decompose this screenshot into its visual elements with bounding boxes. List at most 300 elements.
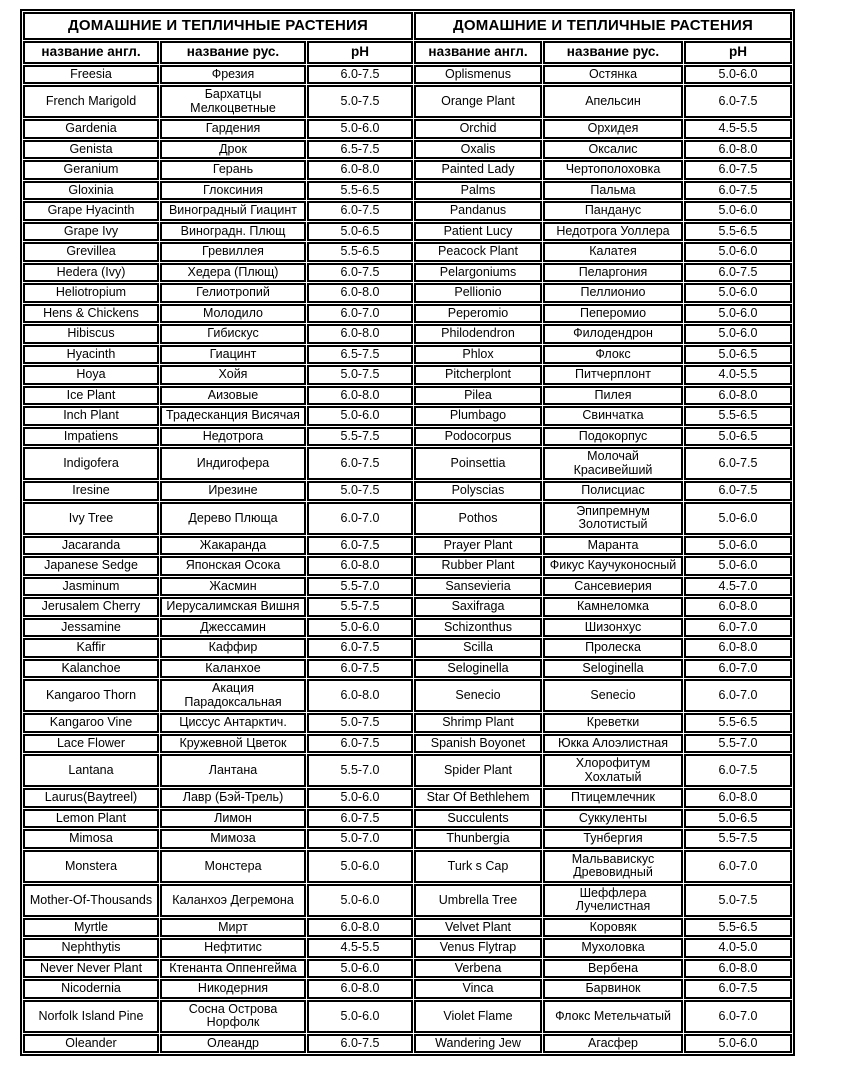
plant-name-ru: Пролеска	[543, 638, 683, 658]
title-row	[23, 12, 792, 40]
table-row	[23, 160, 792, 180]
ph-value: 5.5-7.0	[684, 734, 792, 754]
ph-value: 6.0-8.0	[684, 788, 792, 808]
table-row	[23, 304, 792, 324]
ph-value: 6.0-8.0	[307, 679, 413, 712]
table-row	[23, 638, 792, 658]
plant-name-en: Wandering Jew	[414, 1034, 542, 1054]
table-row	[23, 918, 792, 938]
plant-name-ru: Агасфер	[543, 1034, 683, 1054]
table-row	[23, 222, 792, 242]
plant-name-ru: Нефтитис	[160, 938, 306, 958]
plant-name-ru: Мирт	[160, 918, 306, 938]
plant-name-en: Grape Hyacinth	[23, 201, 159, 221]
plant-name-en: Hens & Chickens	[23, 304, 159, 324]
plant-name-ru: Филодендрон	[543, 324, 683, 344]
plant-name-ru: Шизонхус	[543, 618, 683, 638]
ph-value: 6.0-7.0	[684, 850, 792, 883]
table-row	[23, 809, 792, 829]
plant-name-ru: Флокс	[543, 345, 683, 365]
table-row	[23, 386, 792, 406]
plant-name-en: Star Of Bethlehem	[414, 788, 542, 808]
ph-value: 5.0-6.0	[684, 556, 792, 576]
table-row	[23, 788, 792, 808]
ph-value: 5.5-7.5	[307, 597, 413, 617]
plant-name-ru: Акация Парадоксальная	[160, 679, 306, 712]
ph-value: 6.0-7.5	[307, 1034, 413, 1054]
plant-name-ru: Вербена	[543, 959, 683, 979]
ph-value: 6.0-8.0	[307, 556, 413, 576]
plant-name-ru: Фикус Каучуконосный	[543, 556, 683, 576]
plant-name-ru: Виноградн. Плющ	[160, 222, 306, 242]
plant-name-en: Kangaroo Vine	[23, 713, 159, 733]
ph-value: 6.0-7.5	[307, 65, 413, 85]
plant-name-en: Painted Lady	[414, 160, 542, 180]
plant-name-en: Lemon Plant	[23, 809, 159, 829]
ph-value: 5.5-7.5	[307, 427, 413, 447]
plant-name-en: Gloxinia	[23, 181, 159, 201]
ph-value: 6.0-7.5	[307, 638, 413, 658]
ph-value: 6.0-7.5	[307, 809, 413, 829]
ph-value: 5.5-6.5	[307, 242, 413, 262]
ph-value: 6.5-7.5	[307, 140, 413, 160]
table-row	[23, 119, 792, 139]
plant-name-en: Velvet Plant	[414, 918, 542, 938]
plant-name-ru: Маранта	[543, 536, 683, 556]
plant-name-en: Iresine	[23, 481, 159, 501]
table-row	[23, 427, 792, 447]
plant-name-ru: Каланхоэ Дегремона	[160, 884, 306, 917]
plant-name-ru: Жасмин	[160, 577, 306, 597]
plant-name-en: Succulents	[414, 809, 542, 829]
plant-name-en: Hedera (Ivy)	[23, 263, 159, 283]
ph-value: 6.0-7.5	[684, 754, 792, 787]
plant-name-en: Hoya	[23, 365, 159, 385]
plant-name-en: Japanese Sedge	[23, 556, 159, 576]
plant-name-ru: Глоксиния	[160, 181, 306, 201]
plant-name-ru: Жакаранда	[160, 536, 306, 556]
plant-name-en: Oxalis	[414, 140, 542, 160]
ph-value: 6.0-8.0	[307, 160, 413, 180]
plant-name-ru: Seloginella	[543, 659, 683, 679]
plant-name-ru: Каффир	[160, 638, 306, 658]
plant-name-ru: Senecio	[543, 679, 683, 712]
ph-value: 6.0-7.5	[684, 447, 792, 480]
plant-name-en: Never Never Plant	[23, 959, 159, 979]
plant-name-ru: Циссус Антарктич.	[160, 713, 306, 733]
plant-name-ru: Камнеломка	[543, 597, 683, 617]
plant-name-en: Pitcherplont	[414, 365, 542, 385]
table-row	[23, 713, 792, 733]
plant-name-ru: Виноградный Гиацинт	[160, 201, 306, 221]
plant-name-ru: Чертополоховка	[543, 160, 683, 180]
plant-name-en: Vinca	[414, 979, 542, 999]
plant-name-en: Saxifraga	[414, 597, 542, 617]
table-row	[23, 829, 792, 849]
plant-name-en: Shrimp Plant	[414, 713, 542, 733]
plant-name-ru: Гардения	[160, 119, 306, 139]
plant-name-ru: Гибискус	[160, 324, 306, 344]
column-header-row	[23, 41, 792, 64]
plant-name-ru: Бархатцы Мелкоцветные	[160, 85, 306, 118]
ph-value: 5.0-6.0	[307, 788, 413, 808]
ph-value: 6.0-7.5	[307, 201, 413, 221]
plant-name-ru: Остянка	[543, 65, 683, 85]
ph-value: 6.0-8.0	[307, 918, 413, 938]
ph-value: 5.0-7.5	[307, 85, 413, 118]
plant-name-ru: Орхидея	[543, 119, 683, 139]
plant-name-en: Thunbergia	[414, 829, 542, 849]
table-row	[23, 65, 792, 85]
plant-name-ru: Эпипремнум Золотистый	[543, 502, 683, 535]
plant-name-en: Nephthytis	[23, 938, 159, 958]
plant-name-en: Podocorpus	[414, 427, 542, 447]
table-row	[23, 324, 792, 344]
plant-name-en: Peacock Plant	[414, 242, 542, 262]
column-header-ph-right: pH	[684, 41, 792, 64]
ph-value: 5.5-7.0	[307, 577, 413, 597]
ph-value: 5.5-7.0	[307, 754, 413, 787]
ph-value: 5.0-6.0	[307, 406, 413, 426]
plant-name-en: Violet Flame	[414, 1000, 542, 1033]
ph-value: 5.0-6.0	[684, 65, 792, 85]
column-header-name-ru-right: название рус.	[543, 41, 683, 64]
plant-name-ru: Сосна Острова Норфолк	[160, 1000, 306, 1033]
plant-name-en: French Marigold	[23, 85, 159, 118]
column-header-name-en-right: название англ.	[414, 41, 542, 64]
ph-value: 6.0-8.0	[684, 140, 792, 160]
plant-name-ru: Ирезине	[160, 481, 306, 501]
ph-value: 6.0-7.5	[684, 481, 792, 501]
plant-name-ru: Джессамин	[160, 618, 306, 638]
ph-value: 5.0-6.5	[307, 222, 413, 242]
plant-name-en: Laurus(Baytreel)	[23, 788, 159, 808]
plant-name-en: Norfolk Island Pine	[23, 1000, 159, 1033]
plant-name-en: Grape Ivy	[23, 222, 159, 242]
plant-name-en: Genista	[23, 140, 159, 160]
ph-value: 5.0-7.5	[307, 481, 413, 501]
ph-value: 4.5-5.5	[307, 938, 413, 958]
table-row	[23, 345, 792, 365]
plant-name-en: Myrtle	[23, 918, 159, 938]
plant-name-ru: Оксалис	[543, 140, 683, 160]
plant-name-en: Monstera	[23, 850, 159, 883]
plant-name-ru: Шеффлера Лучелистная	[543, 884, 683, 917]
ph-value: 5.0-7.5	[684, 884, 792, 917]
plant-name-en: Oleander	[23, 1034, 159, 1054]
plant-name-en: Hyacinth	[23, 345, 159, 365]
plant-name-ru: Хлорофитум Хохлатый	[543, 754, 683, 787]
ph-value: 5.0-6.0	[684, 201, 792, 221]
plant-name-en: Pothos	[414, 502, 542, 535]
plant-name-en: Senecio	[414, 679, 542, 712]
ph-value: 6.0-8.0	[684, 959, 792, 979]
ph-value: 6.0-8.0	[307, 324, 413, 344]
table-row	[23, 201, 792, 221]
plant-name-en: Orchid	[414, 119, 542, 139]
plant-name-en: Patient Lucy	[414, 222, 542, 242]
plant-name-en: Rubber Plant	[414, 556, 542, 576]
table-row	[23, 597, 792, 617]
ph-value: 5.0-6.0	[307, 959, 413, 979]
table-row	[23, 754, 792, 787]
ph-value: 6.0-7.5	[307, 659, 413, 679]
ph-value: 5.0-6.5	[684, 345, 792, 365]
plant-name-en: Nicodernia	[23, 979, 159, 999]
ph-value: 6.0-7.5	[307, 536, 413, 556]
plant-name-en: Plumbago	[414, 406, 542, 426]
plant-name-en: Lantana	[23, 754, 159, 787]
table-title-right: ДОМАШНИЕ И ТЕПЛИЧНЫЕ РАСТЕНИЯ	[414, 12, 792, 40]
plant-name-en: Geranium	[23, 160, 159, 180]
ph-value: 5.0-6.0	[307, 884, 413, 917]
plant-name-en: Umbrella Tree	[414, 884, 542, 917]
table-row	[23, 85, 792, 118]
ph-value: 5.0-7.5	[307, 365, 413, 385]
plant-name-en: Turk s Cap	[414, 850, 542, 883]
ph-value: 5.0-7.0	[307, 829, 413, 849]
ph-value: 4.0-5.0	[684, 938, 792, 958]
table-row	[23, 242, 792, 262]
plant-name-ru: Лимон	[160, 809, 306, 829]
ph-value: 5.0-6.0	[307, 850, 413, 883]
ph-value: 5.0-6.0	[684, 536, 792, 556]
plant-name-ru: Гиацинт	[160, 345, 306, 365]
table-row	[23, 556, 792, 576]
plant-name-ru: Сансевиерия	[543, 577, 683, 597]
plant-name-en: Impatiens	[23, 427, 159, 447]
plant-name-en: Peperomio	[414, 304, 542, 324]
ph-value: 6.0-7.0	[307, 304, 413, 324]
plant-name-en: Scilla	[414, 638, 542, 658]
plant-name-ru: Герань	[160, 160, 306, 180]
plant-name-en: Verbena	[414, 959, 542, 979]
ph-value: 6.0-8.0	[307, 979, 413, 999]
plant-name-ru: Тунбергия	[543, 829, 683, 849]
plant-name-ru: Монстера	[160, 850, 306, 883]
plant-name-en: Heliotropium	[23, 283, 159, 303]
table-row	[23, 365, 792, 385]
table-row	[23, 1000, 792, 1033]
ph-value: 6.0-7.0	[684, 1000, 792, 1033]
column-header-name-en-left: название англ.	[23, 41, 159, 64]
plant-name-ru: Каланхое	[160, 659, 306, 679]
ph-value: 6.0-8.0	[684, 638, 792, 658]
column-header-name-ru-left: название рус.	[160, 41, 306, 64]
plants-ph-table	[20, 9, 795, 1056]
ph-value: 6.0-8.0	[684, 597, 792, 617]
plant-name-en: Seloginella	[414, 659, 542, 679]
plant-name-en: Gardenia	[23, 119, 159, 139]
plant-name-en: Spanish Boyonet	[414, 734, 542, 754]
plant-name-ru: Птицемлечник	[543, 788, 683, 808]
plant-name-ru: Гревиллея	[160, 242, 306, 262]
plant-name-en: Hibiscus	[23, 324, 159, 344]
plant-name-en: Poinsettia	[414, 447, 542, 480]
plant-name-ru: Барвинок	[543, 979, 683, 999]
plant-name-en: Jessamine	[23, 618, 159, 638]
plant-name-ru: Ктенанта Оппенгейма	[160, 959, 306, 979]
plant-name-en: Polyscias	[414, 481, 542, 501]
table-row	[23, 140, 792, 160]
table-row	[23, 979, 792, 999]
column-header-ph-left: pH	[307, 41, 413, 64]
ph-value: 5.5-6.5	[684, 713, 792, 733]
table-row	[23, 263, 792, 283]
ph-value: 5.0-7.5	[307, 713, 413, 733]
table-row	[23, 283, 792, 303]
plant-name-en: Phlox	[414, 345, 542, 365]
plant-name-en: Freesia	[23, 65, 159, 85]
plant-name-ru: Креветки	[543, 713, 683, 733]
plant-name-en: Mother-Of-Thousands	[23, 884, 159, 917]
plant-name-ru: Калатея	[543, 242, 683, 262]
table-row	[23, 618, 792, 638]
plant-name-en: Mimosa	[23, 829, 159, 849]
plant-name-ru: Суккуленты	[543, 809, 683, 829]
plant-name-ru: Молочай Красивейший	[543, 447, 683, 480]
ph-value: 6.5-7.5	[307, 345, 413, 365]
table-row	[23, 481, 792, 501]
plant-name-ru: Пеперомио	[543, 304, 683, 324]
plant-name-ru: Подокорпус	[543, 427, 683, 447]
plant-name-en: Pelargoniums	[414, 263, 542, 283]
plant-name-en: Oplismenus	[414, 65, 542, 85]
ph-value: 5.0-6.0	[684, 283, 792, 303]
plant-name-en: Jerusalem Cherry	[23, 597, 159, 617]
plant-name-en: Orange Plant	[414, 85, 542, 118]
ph-value: 5.5-6.5	[684, 406, 792, 426]
ph-value: 5.5-6.5	[307, 181, 413, 201]
plant-name-ru: Панданус	[543, 201, 683, 221]
ph-value: 5.0-6.0	[307, 618, 413, 638]
plant-name-ru: Гелиотропий	[160, 283, 306, 303]
plant-name-ru: Флокс Метельчатый	[543, 1000, 683, 1033]
ph-value: 6.0-7.5	[307, 447, 413, 480]
ph-value: 5.0-6.0	[684, 324, 792, 344]
table-row	[23, 959, 792, 979]
ph-value: 5.0-6.5	[684, 427, 792, 447]
plant-name-en: Schizonthus	[414, 618, 542, 638]
table-row	[23, 938, 792, 958]
ph-value: 6.0-7.0	[684, 679, 792, 712]
plant-name-ru: Пальма	[543, 181, 683, 201]
plant-name-ru: Пеларгония	[543, 263, 683, 283]
ph-value: 5.0-6.0	[684, 242, 792, 262]
ph-value: 4.0-5.5	[684, 365, 792, 385]
ph-value: 6.0-7.5	[684, 85, 792, 118]
plant-name-en: Ice Plant	[23, 386, 159, 406]
ph-value: 5.0-6.0	[684, 502, 792, 535]
ph-value: 6.0-8.0	[307, 283, 413, 303]
plant-name-en: Lace Flower	[23, 734, 159, 754]
plant-name-en: Philodendron	[414, 324, 542, 344]
plant-name-ru: Никодерния	[160, 979, 306, 999]
ph-value: 6.0-7.5	[684, 181, 792, 201]
plant-name-en: Kangaroo Thorn	[23, 679, 159, 712]
plant-name-ru: Мухоловка	[543, 938, 683, 958]
table-title-left: ДОМАШНИЕ И ТЕПЛИЧНЫЕ РАСТЕНИЯ	[23, 12, 413, 40]
ph-value: 5.0-6.0	[684, 304, 792, 324]
plant-name-en: Jacaranda	[23, 536, 159, 556]
plant-name-ru: Кружевной Цветок	[160, 734, 306, 754]
plant-name-ru: Недотрога	[160, 427, 306, 447]
ph-value: 6.0-7.0	[684, 659, 792, 679]
plant-name-ru: Питчерплонт	[543, 365, 683, 385]
table-row	[23, 734, 792, 754]
ph-value: 5.0-6.0	[307, 119, 413, 139]
ph-value: 4.5-5.5	[684, 119, 792, 139]
table-row	[23, 447, 792, 480]
plant-name-ru: Японская Осока	[160, 556, 306, 576]
plant-name-ru: Мальвавискус Древовидный	[543, 850, 683, 883]
ph-value: 5.5-6.5	[684, 918, 792, 938]
plant-name-en: Pellionio	[414, 283, 542, 303]
plant-name-ru: Фрезия	[160, 65, 306, 85]
plant-name-ru: Традесканция Висячая	[160, 406, 306, 426]
plant-name-ru: Индигофера	[160, 447, 306, 480]
table-row	[23, 502, 792, 535]
plant-name-en: Grevillea	[23, 242, 159, 262]
plant-name-en: Spider Plant	[414, 754, 542, 787]
plant-name-ru: Юкка Алоэлистная	[543, 734, 683, 754]
plant-name-ru: Свинчатка	[543, 406, 683, 426]
plant-name-en: Jasminum	[23, 577, 159, 597]
plant-name-ru: Дерево Плюща	[160, 502, 306, 535]
plant-name-ru: Молодило	[160, 304, 306, 324]
table-row	[23, 659, 792, 679]
plant-name-en: Kalanchoe	[23, 659, 159, 679]
plant-name-ru: Хедера (Плющ)	[160, 263, 306, 283]
plant-name-ru: Хойя	[160, 365, 306, 385]
plant-name-en: Pilea	[414, 386, 542, 406]
ph-value: 6.0-7.5	[307, 263, 413, 283]
ph-value: 6.0-8.0	[307, 386, 413, 406]
plant-name-ru: Апельсин	[543, 85, 683, 118]
ph-value: 6.0-8.0	[684, 386, 792, 406]
plant-name-en: Ivy Tree	[23, 502, 159, 535]
table-row	[23, 536, 792, 556]
plant-name-ru: Олеандр	[160, 1034, 306, 1054]
ph-value: 5.5-7.5	[684, 829, 792, 849]
plant-name-ru: Лавр (Бэй-Трель)	[160, 788, 306, 808]
plant-name-ru: Иерусалимская Вишня	[160, 597, 306, 617]
table-row	[23, 679, 792, 712]
plant-name-ru: Недотрога Уоллера	[543, 222, 683, 242]
table-row	[23, 406, 792, 426]
ph-value: 5.0-6.5	[684, 809, 792, 829]
ph-value: 5.0-6.0	[307, 1000, 413, 1033]
plant-name-ru: Коровяк	[543, 918, 683, 938]
ph-value: 6.0-7.5	[307, 734, 413, 754]
table-body	[23, 65, 792, 1054]
ph-value: 6.0-7.5	[684, 263, 792, 283]
ph-value: 4.5-7.0	[684, 577, 792, 597]
plant-name-ru: Пилея	[543, 386, 683, 406]
table-row	[23, 884, 792, 917]
table-row	[23, 850, 792, 883]
plant-name-en: Pandanus	[414, 201, 542, 221]
table-row	[23, 181, 792, 201]
plant-name-en: Prayer Plant	[414, 536, 542, 556]
plant-name-en: Palms	[414, 181, 542, 201]
plant-name-ru: Пеллионио	[543, 283, 683, 303]
table-row	[23, 1034, 792, 1054]
ph-value: 6.0-7.5	[684, 979, 792, 999]
ph-value: 6.0-7.0	[684, 618, 792, 638]
ph-value: 5.5-6.5	[684, 222, 792, 242]
plant-name-ru: Дрок	[160, 140, 306, 160]
